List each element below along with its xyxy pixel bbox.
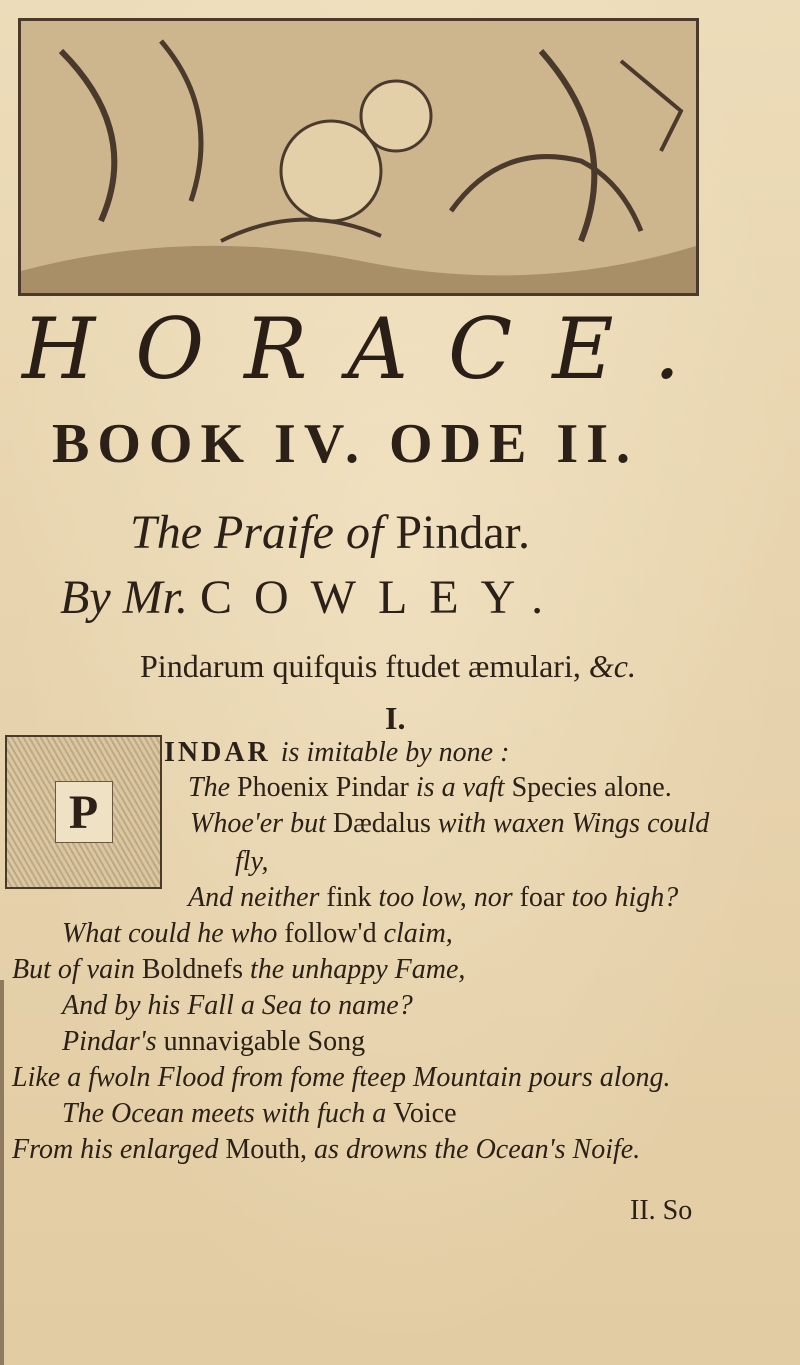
author-byline <box>60 570 565 625</box>
poem-line-1 <box>164 737 509 769</box>
line-5-a: And neither <box>188 882 327 913</box>
subtitle-name: Pindar. <box>395 506 530 559</box>
byline-prefix: By Mr. <box>60 571 200 624</box>
latin-motto <box>140 648 636 685</box>
line-5-e: too high? <box>571 882 679 913</box>
ode-subtitle <box>130 505 530 560</box>
book-ode-heading: BOOK IV. ODE II. <box>52 413 638 475</box>
line-3-a: Whoe'er but <box>190 808 333 839</box>
line-7-b: Boldnefs <box>141 954 250 985</box>
line-5-d: foar <box>519 882 572 913</box>
page-edge-shadow <box>0 980 4 1365</box>
poem-line-8: And by his Fall a Sea to name? <box>62 990 413 1021</box>
line-12-a: From his enlarged <box>12 1134 226 1165</box>
poem-line-12 <box>12 1134 640 1166</box>
poem-line-6 <box>62 918 453 950</box>
poem-line-2 <box>188 772 672 804</box>
subtitle-text: The Praife <box>130 506 334 559</box>
line-2-c: is a vaft <box>415 772 512 803</box>
poem-line-5 <box>188 882 678 914</box>
line-1-a: INDAR <box>164 737 281 768</box>
line-1-b: is imitable by none : <box>280 737 510 768</box>
byline-author: COWLEY. <box>199 571 566 624</box>
motto-etc: &c. <box>588 648 636 684</box>
motto-text: Pindarum quifquis ftudet æmulari, <box>140 648 589 684</box>
line-12-b: Mouth, <box>225 1134 315 1165</box>
poem-line-7 <box>12 954 465 986</box>
line-6-c: claim, <box>383 918 453 949</box>
poem-line-4: fly, <box>235 846 269 877</box>
catchword: II. So <box>630 1195 693 1226</box>
line-3-b: Dædalus <box>332 808 438 839</box>
line-9-b: unnavigable Song <box>163 1026 366 1057</box>
headpiece-illustration <box>21 21 696 293</box>
initial-letter: P <box>55 781 113 843</box>
poem-line-11 <box>62 1098 457 1130</box>
subtitle-of: of <box>333 506 396 559</box>
line-6-b: follow'd <box>284 918 384 949</box>
line-3-c: with waxen Wings could <box>437 808 710 839</box>
line-7-a: But of vain <box>12 954 142 985</box>
line-10-b: fwoln Flood from fome fteep Mountain pours along. <box>88 1062 671 1093</box>
line-7-c: the unhappy Fame, <box>249 954 466 985</box>
decorated-initial <box>5 735 162 889</box>
running-title: HORACE. <box>22 300 721 398</box>
stanza-number: I. <box>385 700 406 736</box>
line-5-c: too low, nor <box>378 882 520 913</box>
line-11-c: Voice <box>393 1098 457 1129</box>
engraved-headpiece <box>18 18 699 296</box>
line-2-d: Species alone. <box>511 772 672 803</box>
line-6-a: What could he who <box>62 918 285 949</box>
line-10-a: Like a <box>12 1062 89 1093</box>
line-5-b: fink <box>326 882 379 913</box>
line-9-a: Pindar's <box>62 1026 164 1057</box>
line-2-a: The <box>188 772 237 803</box>
poem-line-9 <box>62 1026 365 1058</box>
line-11-b: fuch a <box>317 1098 394 1129</box>
line-2-b: Phoenix Pindar <box>237 772 416 803</box>
line-12-c: as drowns the Ocean's Noife. <box>314 1134 641 1165</box>
poem-line-10 <box>12 1062 671 1094</box>
line-11-a: The Ocean meets with <box>62 1098 318 1129</box>
poem-line-3 <box>190 808 709 840</box>
